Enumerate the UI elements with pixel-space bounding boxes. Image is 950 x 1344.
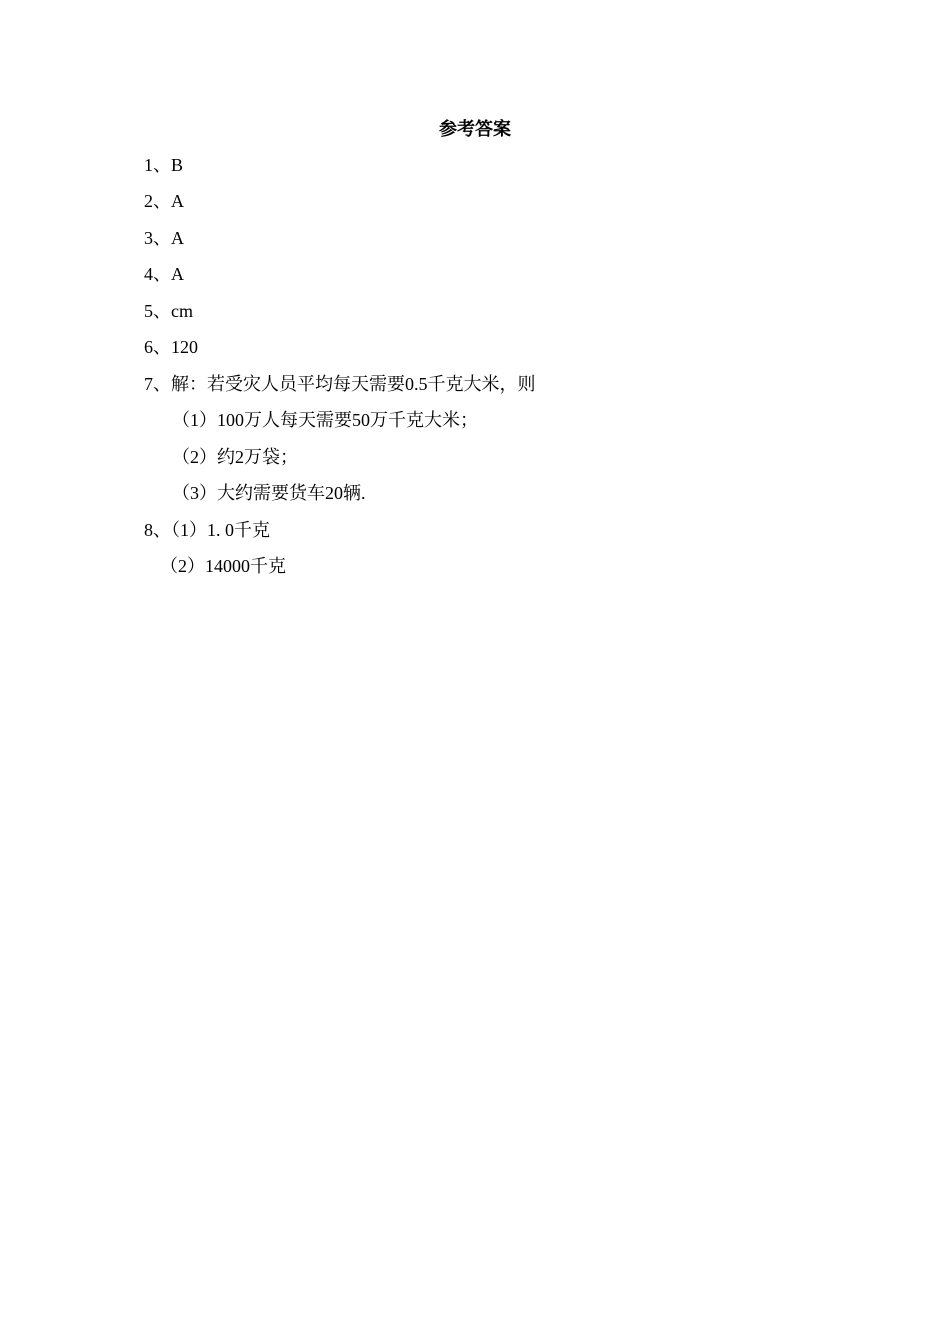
answer-8: 8、（1）1. 0千克 <box>144 520 270 540</box>
answer-5: 5、cm <box>144 301 193 321</box>
page-title: 参考答案 <box>439 119 511 139</box>
answer-1: 1、B <box>144 155 184 175</box>
answer-3: 3、A <box>144 228 184 248</box>
answer-2: 2、A <box>144 191 184 211</box>
answer-6: 6、120 <box>144 337 198 357</box>
answer-7-part-1: （1）100万人每天需要50万千克大米； <box>172 410 478 430</box>
answer-8-part-2: （2）14000千克 <box>160 556 286 576</box>
answer-7-part-2: （2）约2万袋； <box>172 447 298 467</box>
answer-7: 7、解：若受灾人员平均每天需要0.5千克大米，则 <box>144 374 536 394</box>
answer-7-part-3: （3）大约需要货车20辆. <box>172 483 366 503</box>
answer-4: 4、A <box>144 264 184 284</box>
